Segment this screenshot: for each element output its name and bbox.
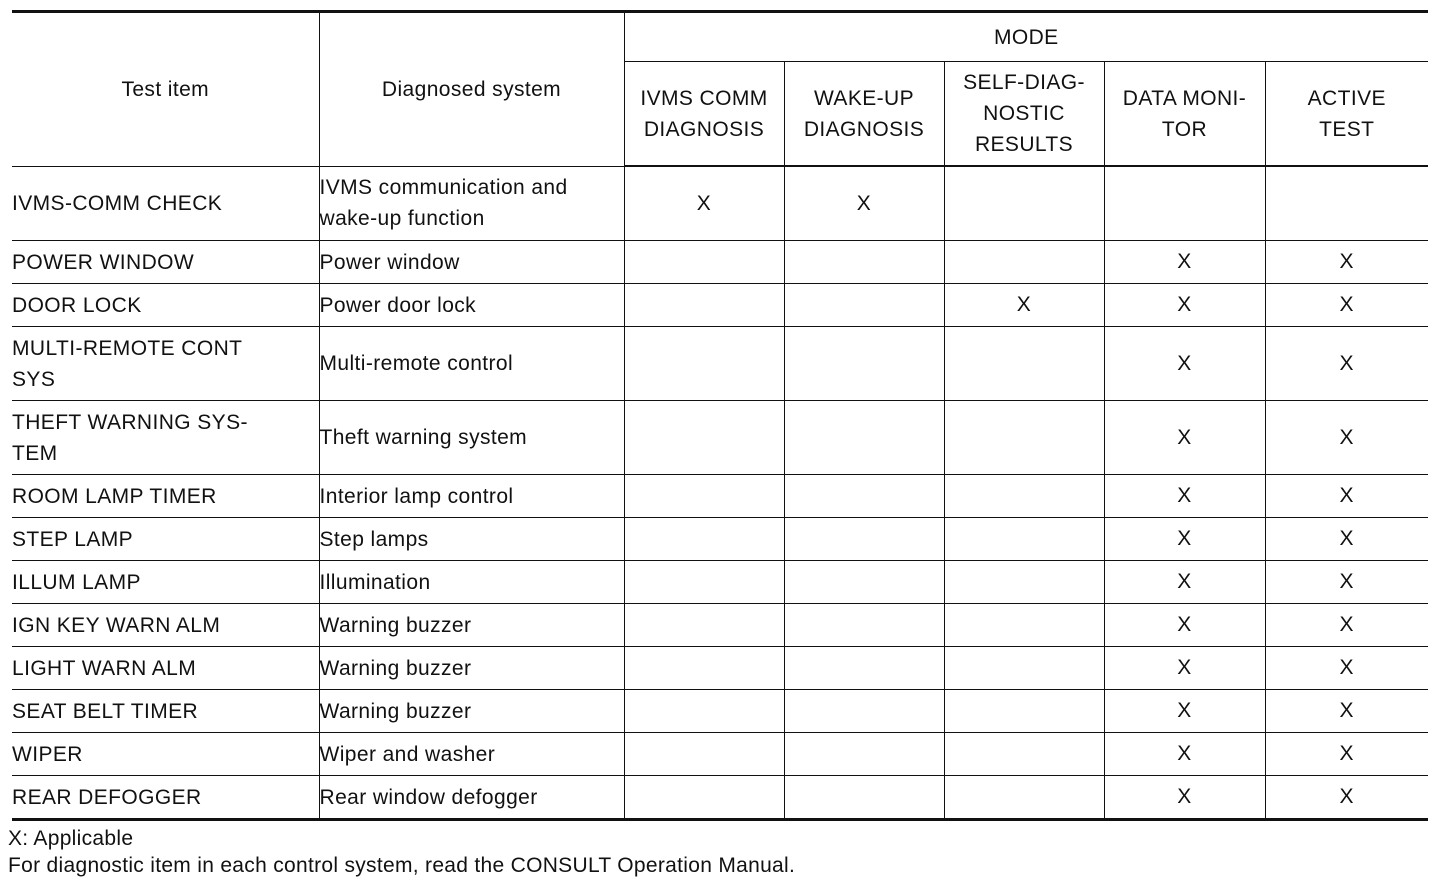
mode-mark-cell-wake-up-diagnosis [784, 604, 944, 647]
mode-mark-cell-ivms-comm-diagnosis [624, 561, 784, 604]
text-line: THEFT WARNING SYS- [12, 410, 248, 434]
diagnosed-system-cell [319, 166, 624, 241]
test-item-cell [12, 327, 319, 401]
test-item-cell [12, 776, 319, 820]
test-item-cell [12, 604, 319, 647]
text-line: LIGHT WARN ALM [12, 656, 197, 680]
text-line: Warning buzzer [319, 656, 472, 680]
header-test-item: Test item [12, 12, 319, 167]
mode-mark-cell-ivms-comm-diagnosis [624, 518, 784, 561]
text-line: SELF-DIAG- [963, 71, 1085, 94]
mode-mark-cell-data-monitor: X [1104, 327, 1265, 401]
mode-mark-cell-self-diagnostic-results [944, 561, 1104, 604]
mode-mark-cell-data-monitor [1104, 166, 1265, 241]
header-mode-active-test [1265, 62, 1428, 167]
text-line: WIPER [12, 742, 83, 766]
mode-mark-cell-active-test: X [1265, 401, 1428, 475]
mode-mark-cell-wake-up-diagnosis [784, 733, 944, 776]
text-line: Power window [319, 250, 460, 274]
mode-mark-cell-self-diagnostic-results [944, 518, 1104, 561]
mode-mark-cell-data-monitor: X [1104, 475, 1265, 518]
text-line: DATA MONI- [1122, 86, 1247, 110]
text-line: Multi-remote control [319, 352, 514, 375]
header-row-top [12, 12, 1428, 62]
text-line: REAR DEFOGGER [12, 785, 202, 809]
mode-mark-cell-wake-up-diagnosis [784, 475, 944, 518]
mode-mark-cell-data-monitor: X [1104, 647, 1265, 690]
test-item-cell [12, 284, 319, 327]
text-line: TEM [12, 441, 58, 465]
text-line: Power door lock [319, 293, 477, 317]
diagnosed-system-cell [319, 284, 624, 327]
mode-mark-cell-ivms-comm-diagnosis [624, 776, 784, 820]
text-line: Theft warning system [319, 426, 528, 449]
text-line: IVMS-COMM CHECK [12, 191, 223, 215]
mode-mark-cell-self-diagnostic-results [944, 690, 1104, 733]
mode-mark-cell-ivms-comm-diagnosis [624, 241, 784, 284]
mode-mark-cell-ivms-comm-diagnosis [624, 475, 784, 518]
mode-mark-cell-self-diagnostic-results [944, 241, 1104, 284]
table-row [12, 327, 1428, 401]
text-line: POWER WINDOW [12, 250, 195, 274]
mode-mark-cell-data-monitor: X [1104, 561, 1265, 604]
mode-mark-cell-wake-up-diagnosis [784, 518, 944, 561]
text-line: IVMS COMM [640, 86, 768, 110]
mode-mark-cell-wake-up-diagnosis [784, 690, 944, 733]
table-row [12, 518, 1428, 561]
table-row [12, 776, 1428, 820]
header-mode-data-monitor [1104, 62, 1265, 167]
text-line: Illumination [319, 570, 431, 594]
text-line: ILLUM LAMP [12, 570, 141, 594]
mode-mark-cell-wake-up-diagnosis [784, 776, 944, 820]
mode-mark-cell-active-test: X [1265, 284, 1428, 327]
mode-mark-cell-data-monitor: X [1104, 604, 1265, 647]
text-line: TEST [1319, 117, 1375, 141]
mode-mark-cell-active-test: X [1265, 776, 1428, 820]
mode-mark-cell-active-test: X [1265, 518, 1428, 561]
mode-mark-cell-data-monitor: X [1104, 401, 1265, 475]
header-diagnosed-system: Diagnosed system [319, 12, 624, 167]
test-item-cell [12, 733, 319, 776]
test-item-cell [12, 518, 319, 561]
mode-mark-cell-data-monitor: X [1104, 518, 1265, 561]
diagnostic-mode-table [12, 10, 1428, 821]
mode-mark-cell-self-diagnostic-results [944, 475, 1104, 518]
table-row [12, 561, 1428, 604]
diagnosed-system-cell [319, 733, 624, 776]
diagnosed-system-cell [319, 518, 624, 561]
document [8, 10, 1428, 879]
table-row [12, 166, 1428, 241]
mode-mark-cell-ivms-comm-diagnosis: X [624, 166, 784, 241]
text-line: Warning buzzer [319, 699, 472, 723]
text-line: DIAGNOSIS [643, 117, 765, 141]
mode-mark-cell-self-diagnostic-results [944, 327, 1104, 401]
diagnosed-system-cell [319, 690, 624, 733]
mode-mark-cell-active-test: X [1265, 733, 1428, 776]
diagnosed-system-cell [319, 327, 624, 401]
mode-mark-cell-data-monitor: X [1104, 690, 1265, 733]
mode-mark-cell-wake-up-diagnosis [784, 401, 944, 475]
text-line: DOOR LOCK [12, 293, 142, 317]
diagnosed-system-cell [319, 647, 624, 690]
text-line: SYS [12, 367, 56, 391]
mode-mark-cell-data-monitor: X [1104, 241, 1265, 284]
mode-mark-cell-self-diagnostic-results [944, 166, 1104, 241]
mode-mark-cell-ivms-comm-diagnosis [624, 284, 784, 327]
text-line: Wiper and washer [319, 742, 496, 766]
header-mode: MODE [624, 12, 1428, 62]
text-line: NOSTIC [983, 102, 1065, 125]
mode-mark-cell-self-diagnostic-results [944, 733, 1104, 776]
mode-mark-cell-active-test: X [1265, 604, 1428, 647]
table-row [12, 284, 1428, 327]
diagnosed-system-cell [319, 475, 624, 518]
text-line: ACTIVE [1307, 86, 1386, 110]
text-line: ROOM LAMP TIMER [12, 484, 217, 508]
notes [8, 825, 1428, 879]
diagnosed-system-cell [319, 776, 624, 820]
header-mode-ivms-comm-diagnosis [624, 62, 784, 167]
text-line: Step lamps [319, 527, 429, 551]
text-line: STEP LAMP [12, 527, 134, 551]
header-mode-wake-up-diagnosis [784, 62, 944, 167]
mode-mark-cell-ivms-comm-diagnosis [624, 733, 784, 776]
text-line: wake-up function [319, 207, 485, 231]
mode-mark-cell-active-test: X [1265, 690, 1428, 733]
text-line: Interior lamp control [319, 484, 514, 508]
test-item-cell [12, 166, 319, 241]
diagnosed-system-cell [319, 561, 624, 604]
test-item-cell [12, 561, 319, 604]
mode-mark-cell-wake-up-diagnosis [784, 241, 944, 284]
mode-mark-cell-active-test: X [1265, 475, 1428, 518]
mode-mark-cell-wake-up-diagnosis [784, 327, 944, 401]
mode-mark-cell-active-test: X [1265, 327, 1428, 401]
table-row [12, 241, 1428, 284]
test-item-cell [12, 647, 319, 690]
text-line: SEAT BELT TIMER [12, 699, 199, 723]
mode-mark-cell-self-diagnostic-results [944, 604, 1104, 647]
mode-mark-cell-self-diagnostic-results [944, 776, 1104, 820]
mode-mark-cell-self-diagnostic-results: X [944, 284, 1104, 327]
mode-mark-cell-data-monitor: X [1104, 733, 1265, 776]
test-item-cell [12, 690, 319, 733]
mode-mark-cell-self-diagnostic-results [944, 401, 1104, 475]
manual-note: For diagnostic item in each control system, read the CONSULT Operation Manual. [8, 854, 796, 877]
mode-mark-cell-ivms-comm-diagnosis [624, 327, 784, 401]
table-body [12, 166, 1428, 820]
diagnosed-system-cell [319, 401, 624, 475]
text-line: Warning buzzer [319, 613, 472, 637]
test-item-cell [12, 401, 319, 475]
mode-mark-cell-wake-up-diagnosis [784, 284, 944, 327]
mode-mark-cell-wake-up-diagnosis [784, 561, 944, 604]
mode-mark-cell-ivms-comm-diagnosis [624, 690, 784, 733]
legend-note: X: Applicable [8, 827, 134, 850]
mode-mark-cell-wake-up-diagnosis: X [784, 166, 944, 241]
table-row [12, 401, 1428, 475]
mode-mark-cell-data-monitor: X [1104, 284, 1265, 327]
text-line: MULTI-REMOTE CONT [12, 336, 243, 360]
table-row [12, 647, 1428, 690]
table-row [12, 690, 1428, 733]
diagnosed-system-cell [319, 241, 624, 284]
text-line: IVMS communication and [319, 176, 568, 200]
mode-mark-cell-data-monitor: X [1104, 776, 1265, 820]
header-mode-self-diagnostic-results [944, 62, 1104, 167]
test-item-cell [12, 475, 319, 518]
text-line: Rear window defogger [319, 785, 538, 809]
mode-mark-cell-active-test [1265, 166, 1428, 241]
mode-mark-cell-self-diagnostic-results [944, 647, 1104, 690]
mode-mark-cell-wake-up-diagnosis [784, 647, 944, 690]
table-row [12, 604, 1428, 647]
mode-mark-cell-ivms-comm-diagnosis [624, 604, 784, 647]
mode-mark-cell-ivms-comm-diagnosis [624, 647, 784, 690]
text-line: RESULTS [974, 133, 1074, 156]
diagnosed-system-cell [319, 604, 624, 647]
text-line: WAKE-UP [813, 86, 915, 110]
mode-mark-cell-active-test: X [1265, 241, 1428, 284]
table-row [12, 475, 1428, 518]
text-line: TOR [1161, 117, 1208, 141]
table-row [12, 733, 1428, 776]
test-item-cell [12, 241, 319, 284]
text-line: DIAGNOSIS [803, 117, 925, 141]
text-line: IGN KEY WARN ALM [12, 613, 221, 637]
mode-mark-cell-active-test: X [1265, 561, 1428, 604]
mode-mark-cell-active-test: X [1265, 647, 1428, 690]
mode-mark-cell-ivms-comm-diagnosis [624, 401, 784, 475]
